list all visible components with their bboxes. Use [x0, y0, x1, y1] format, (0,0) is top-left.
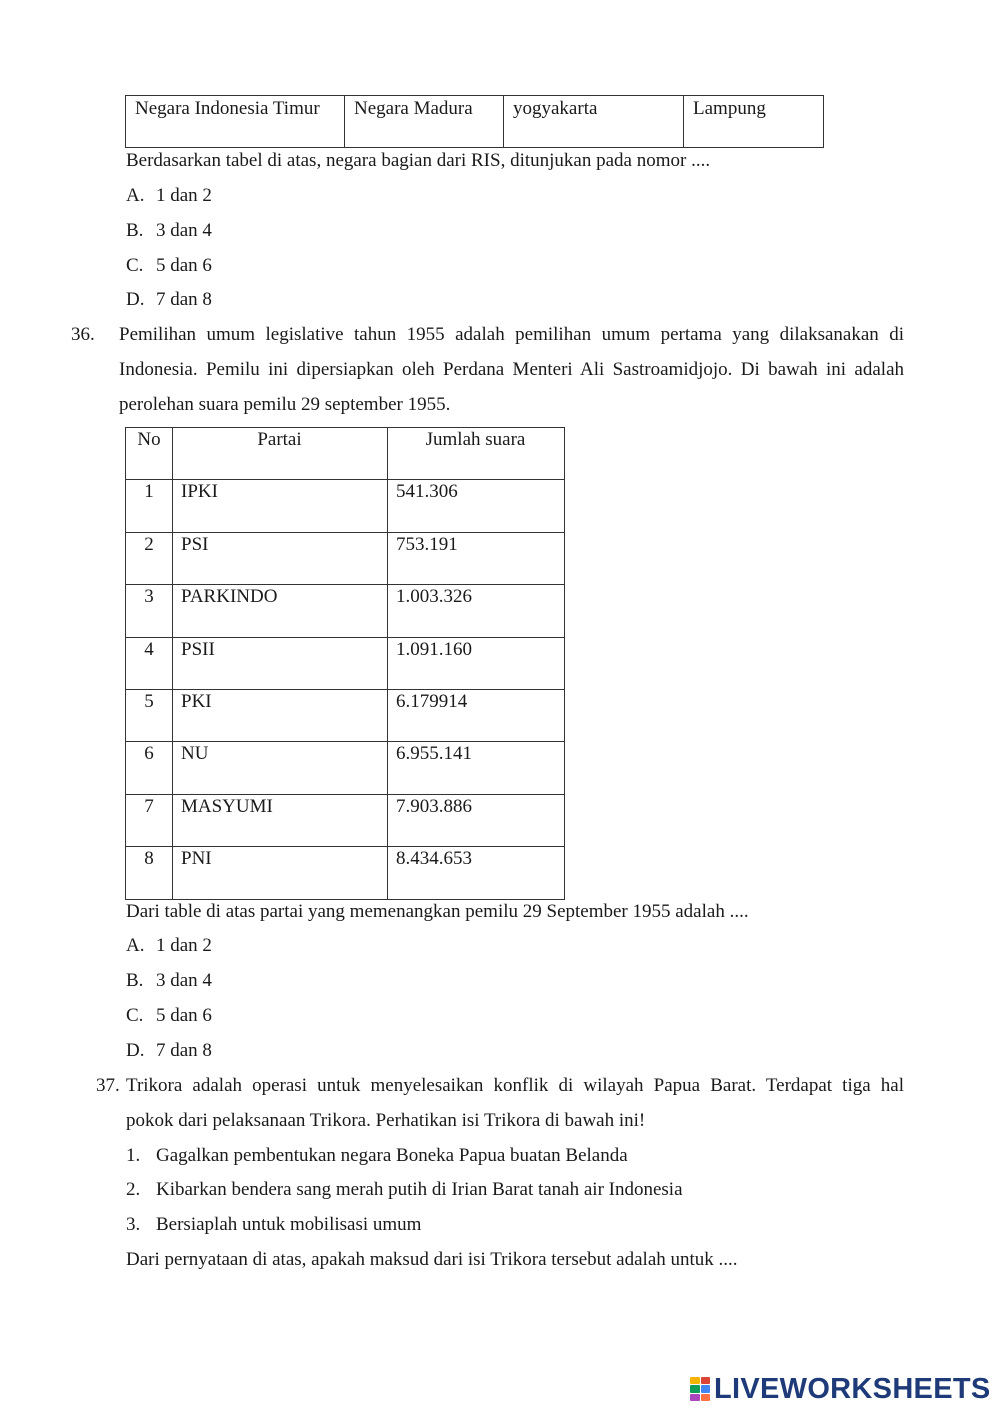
- logo-square: [690, 1377, 700, 1384]
- option-letter: C.: [126, 1005, 144, 1026]
- logo-square: [701, 1377, 711, 1384]
- row-no: 6: [126, 742, 173, 794]
- row-no: 5: [126, 689, 173, 741]
- header-no: No: [126, 428, 173, 480]
- header-jumlah-suara: Jumlah suara: [388, 428, 565, 480]
- row-no: 7: [126, 794, 173, 846]
- table-row: [126, 585, 565, 637]
- logo-square: [701, 1394, 711, 1401]
- table-row: [126, 847, 565, 899]
- q36-line-2: Indonesia. Pemilu ini dipersiapkan oleh Perdana Menteri Ali Sastroamidjojo. Di bawah ini adalah: [119, 359, 904, 380]
- q37-line-2: pokok dari pelaksanaan Trikora. Perhatikan isi Trikora di bawah ini!: [126, 1110, 646, 1131]
- table-cell: yogyakarta: [504, 96, 684, 148]
- option-text: 3 dan 4: [156, 220, 212, 241]
- option-letter: C.: [126, 255, 144, 276]
- logo-square: [690, 1385, 700, 1392]
- table-row: [126, 637, 565, 689]
- row-votes: 1.003.326: [388, 585, 565, 637]
- option-letter: A.: [126, 185, 145, 206]
- table-row: [126, 689, 565, 741]
- row-no: 1: [126, 480, 173, 532]
- q35-option-c[interactable]: [126, 255, 212, 277]
- table-row: [126, 532, 565, 584]
- q37-item-2: [126, 1179, 683, 1201]
- option-text: 1 dan 2: [156, 935, 212, 956]
- q36-option-d[interactable]: [126, 1040, 212, 1062]
- election-results-table: [125, 427, 565, 900]
- item-number: 1.: [126, 1145, 141, 1166]
- row-party: PSI: [173, 532, 388, 584]
- q37-number: 37.: [96, 1075, 120, 1096]
- q36-prompt: Dari table di atas partai yang memenangkan pemilu 29 September 1955 adalah ....: [126, 901, 749, 922]
- q36-option-a[interactable]: [126, 935, 212, 957]
- row-party: MASYUMI: [173, 794, 388, 846]
- row-votes: 541.306: [388, 480, 565, 532]
- row-votes: 1.091.160: [388, 637, 565, 689]
- table-cell: Lampung: [684, 96, 824, 148]
- liveworksheets-logo[interactable]: [690, 1372, 991, 1406]
- ris-states-table: [125, 95, 824, 148]
- table-row: [126, 96, 824, 148]
- item-text: Kibarkan bendera sang merah putih di Irian Barat tanah air Indonesia: [156, 1179, 683, 1200]
- option-letter: A.: [126, 935, 145, 956]
- table-cell: Negara Indonesia Timur: [126, 96, 345, 148]
- logo-mark-icon: [690, 1377, 710, 1401]
- row-no: 2: [126, 532, 173, 584]
- q36-number: 36.: [71, 324, 95, 345]
- logo-square: [701, 1385, 711, 1392]
- q36-line-1: Pemilihan umum legislative tahun 1955 adalah pemilihan umum pertama yang dilaksanakan di: [119, 324, 904, 345]
- option-letter: D.: [126, 1040, 145, 1061]
- row-no: 4: [126, 637, 173, 689]
- item-text: Gagalkan pembentukan negara Boneka Papua buatan Belanda: [156, 1145, 628, 1166]
- option-letter: B.: [126, 970, 144, 991]
- q37-line-1: Trikora adalah operasi untuk menyelesaikan konflik di wilayah Papua Barat. Terdapat tiga hal: [126, 1075, 904, 1096]
- q35-option-d[interactable]: [126, 289, 212, 311]
- table-row: [126, 480, 565, 532]
- row-party: PSII: [173, 637, 388, 689]
- row-votes: 7.903.886: [388, 794, 565, 846]
- option-letter: B.: [126, 220, 144, 241]
- q35-prompt: Berdasarkan tabel di atas, negara bagian dari RIS, ditunjukan pada nomor ....: [126, 150, 711, 171]
- option-text: 7 dan 8: [156, 289, 212, 310]
- table-row: [126, 742, 565, 794]
- row-votes: 6.179914: [388, 689, 565, 741]
- option-text: 3 dan 4: [156, 970, 212, 991]
- row-no: 8: [126, 847, 173, 899]
- logo-square: [690, 1394, 700, 1401]
- q37-item-3: [126, 1214, 421, 1236]
- row-party: IPKI: [173, 480, 388, 532]
- q36-option-b[interactable]: [126, 970, 212, 992]
- q35-option-a[interactable]: [126, 185, 212, 207]
- q36-line-3: perolehan suara pemilu 29 september 1955.: [119, 394, 451, 415]
- row-no: 3: [126, 585, 173, 637]
- row-party: NU: [173, 742, 388, 794]
- table-header-row: [126, 428, 565, 480]
- row-votes: 6.955.141: [388, 742, 565, 794]
- item-number: 3.: [126, 1214, 141, 1235]
- item-number: 2.: [126, 1179, 141, 1200]
- logo-text: LIVEWORKSHEETS: [714, 1372, 991, 1405]
- row-party: PNI: [173, 847, 388, 899]
- item-text: Bersiaplah untuk mobilisasi umum: [156, 1214, 422, 1235]
- option-letter: D.: [126, 289, 145, 310]
- option-text: 7 dan 8: [156, 1040, 212, 1061]
- table-row: [126, 794, 565, 846]
- q36-option-c[interactable]: [126, 1005, 212, 1027]
- option-text: 5 dan 6: [156, 1005, 212, 1026]
- table-cell: Negara Madura: [345, 96, 504, 148]
- header-partai: Partai: [173, 428, 388, 480]
- option-text: 5 dan 6: [156, 255, 212, 276]
- q35-option-b[interactable]: [126, 220, 212, 242]
- row-votes: 753.191: [388, 532, 565, 584]
- q37-prompt: Dari pernyataan di atas, apakah maksud dari isi Trikora tersebut adalah untuk ....: [126, 1249, 738, 1270]
- row-party: PKI: [173, 689, 388, 741]
- row-votes: 8.434.653: [388, 847, 565, 899]
- option-text: 1 dan 2: [156, 185, 212, 206]
- row-party: PARKINDO: [173, 585, 388, 637]
- q37-item-1: [126, 1145, 628, 1167]
